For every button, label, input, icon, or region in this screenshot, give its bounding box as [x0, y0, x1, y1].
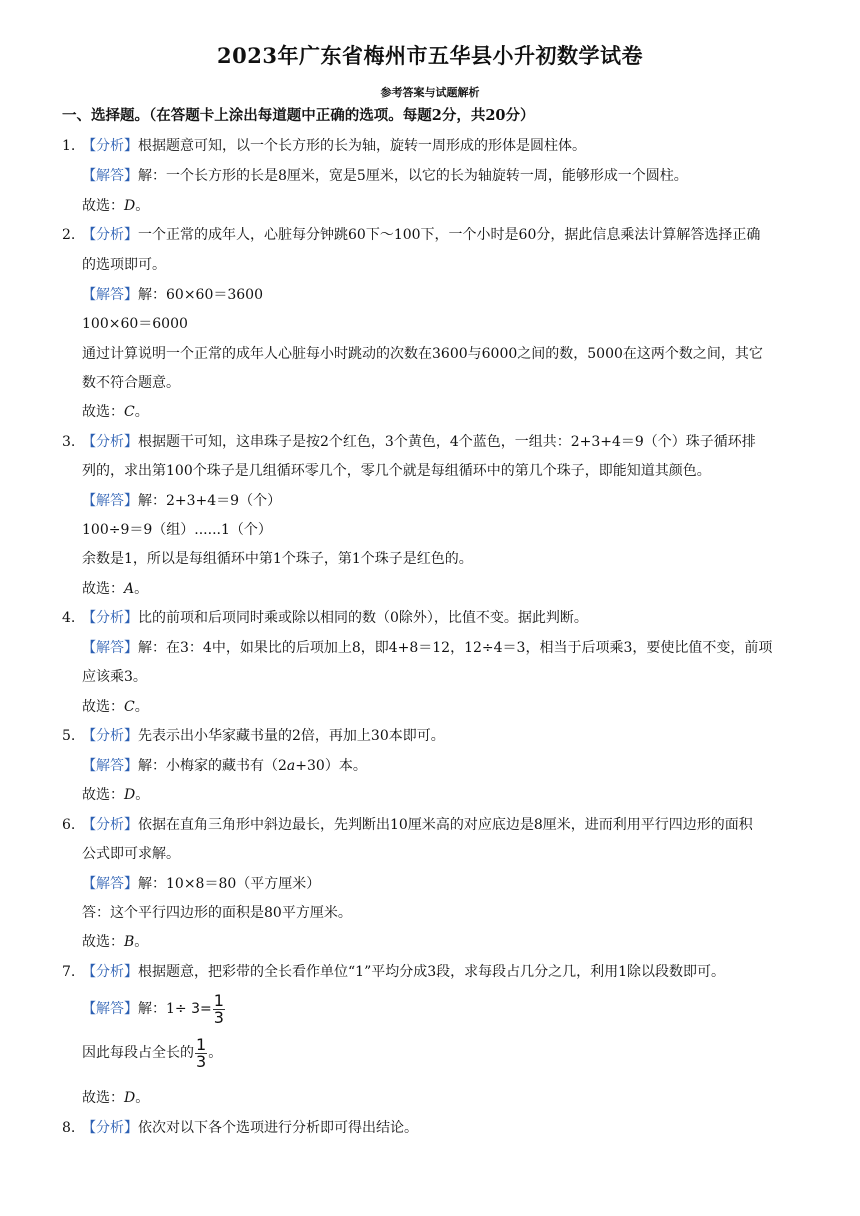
q3-line: 余数是1，所以是每组循环中第1个珠子，第1个珠子是红色的。 [82, 551, 473, 567]
q7-analysis: 【分析】根据题意，把彩带的全长看作单位“1”平均分成3段，求每段占几分之几，利用1除以段数即可。 [82, 964, 726, 980]
q2-line: 数不符合题意。 [82, 375, 180, 391]
answer-tag: 【解答】 [82, 1001, 138, 1017]
q6-line: 答：这个平行四边形的面积是80平方厘米。 [82, 905, 352, 921]
question-number: 3. [62, 434, 76, 450]
q7-choice: 故选：D。 [82, 1090, 150, 1106]
q1-choice: 故选：D。 [82, 198, 150, 214]
question-number: 7. [62, 964, 76, 980]
analysis-tag: 【分析】 [82, 728, 138, 744]
q2-line: 通过计算说明一个正常的成年人心脏每小时跳动的次数在3600与6000之间的数，5000在这两个数之间，其它 [82, 346, 763, 362]
q3-line: 100÷9＝9（组）......1（个） [82, 522, 272, 538]
question-number: 1. [62, 138, 76, 154]
analysis-tag: 【分析】 [82, 964, 138, 980]
q2-analysis-cont: 的选项即可。 [82, 257, 166, 273]
q2-analysis: 【分析】一个正常的成年人，心脏每分钟跳60下～100下，一个小时是60分，据此信息乘法计算解答选择正确 [82, 227, 761, 243]
q1-analysis: 【分析】根据题意可知，以一个长方形的长为轴，旋转一周形成的形体是圆柱体。 [82, 138, 586, 154]
q2-choice: 故选：C。 [82, 404, 149, 420]
q3-analysis-cont: 列的，求出第100个珠子是几组循环零几个，零几个就是每组循环中的第几个珠子，即能知道其颜色。 [82, 463, 711, 479]
q4-line: 应该乘3。 [82, 669, 147, 685]
section-heading: 一、选择题。（在答题卡上涂出每道题中正确的选项。每题2分，共20分） [62, 107, 535, 124]
analysis-tag: 【分析】 [82, 1120, 138, 1136]
analysis-tag: 【分析】 [82, 610, 138, 626]
q4-choice: 故选：C。 [82, 699, 149, 715]
q8-analysis: 【分析】依次对以下各个选项进行分析即可得出结论。 [82, 1120, 418, 1136]
answer-tag: 【解答】 [82, 640, 138, 656]
q5-answer: 【解答】解：小梅家的藏书有（2a+30）本。 [82, 758, 367, 774]
page-subtitle: 参考答案与试题解析 [380, 86, 480, 99]
answer-tag: 【解答】 [82, 758, 138, 774]
q6-analysis-cont: 公式即可求解。 [82, 846, 180, 862]
answer-tag: 【解答】 [82, 876, 138, 892]
q2-answer: 【解答】解：60×60＝3600 [82, 287, 263, 303]
analysis-tag: 【分析】 [82, 434, 138, 450]
q3-choice: 故选：A。 [82, 581, 149, 597]
q5-analysis: 【分析】先表示出小华家藏书量的2倍，再加上30本即可。 [82, 728, 445, 744]
q6-analysis: 【分析】依据在直角三角形中斜边最长，先判断出10厘米高的对应底边是8厘米，进而利用平行四边形的面积 [82, 817, 753, 833]
q6-answer: 【解答】解：10×8＝80（平方厘米） [82, 876, 321, 892]
question-number: 4. [62, 610, 76, 626]
q1-answer: 【解答】解：一个长方形的长是8厘米，宽是5厘米，以它的长为轴旋转一周，能够形成一个圆柱。 [82, 168, 688, 184]
answer-tag: 【解答】 [82, 493, 138, 509]
fraction: $\frac{1}{3}$ [196, 1034, 207, 1071]
q4-answer: 【解答】解：在3：4中，如果比的后项加上8，即4+8＝12，12÷4＝3，相当于后项乘3，要使比值不变，前项 [82, 640, 773, 656]
question-number: 6. [62, 817, 76, 833]
q7-line: 因此每段占全长的 $\frac{1}{3}$ 。 [82, 1034, 223, 1071]
q4-analysis: 【分析】比的前项和后项同时乘或除以相同的数（0除外），比值不变。据此判断。 [82, 610, 588, 626]
analysis-tag: 【分析】 [82, 817, 138, 833]
question-number: 2. [62, 227, 76, 243]
question-number: 5. [62, 728, 76, 744]
q7-answer: 【解答】解：1÷ 3= $\frac{1}{3}$ [82, 990, 224, 1027]
page-title: 2023年广东省梅州市五华县小升初数学试卷 [217, 43, 643, 68]
answer-tag: 【解答】 [82, 287, 138, 303]
analysis-tag: 【分析】 [82, 227, 138, 243]
q5-choice: 故选：D。 [82, 787, 150, 803]
question-number: 8. [62, 1120, 76, 1136]
q2-line: 100×60＝6000 [82, 316, 188, 332]
fraction: $\frac{1}{3}$ [213, 990, 224, 1027]
analysis-tag: 【分析】 [82, 138, 138, 154]
answer-tag: 【解答】 [82, 168, 138, 184]
q3-analysis: 【分析】根据题干可知，这串珠子是按2个红色，3个黄色，4个蓝色，一组共：2+3+4＝9（个）珠子循环排 [82, 434, 756, 450]
q3-answer: 【解答】解：2+3+4＝9（个） [82, 493, 282, 509]
q6-choice: 故选：B。 [82, 934, 149, 950]
